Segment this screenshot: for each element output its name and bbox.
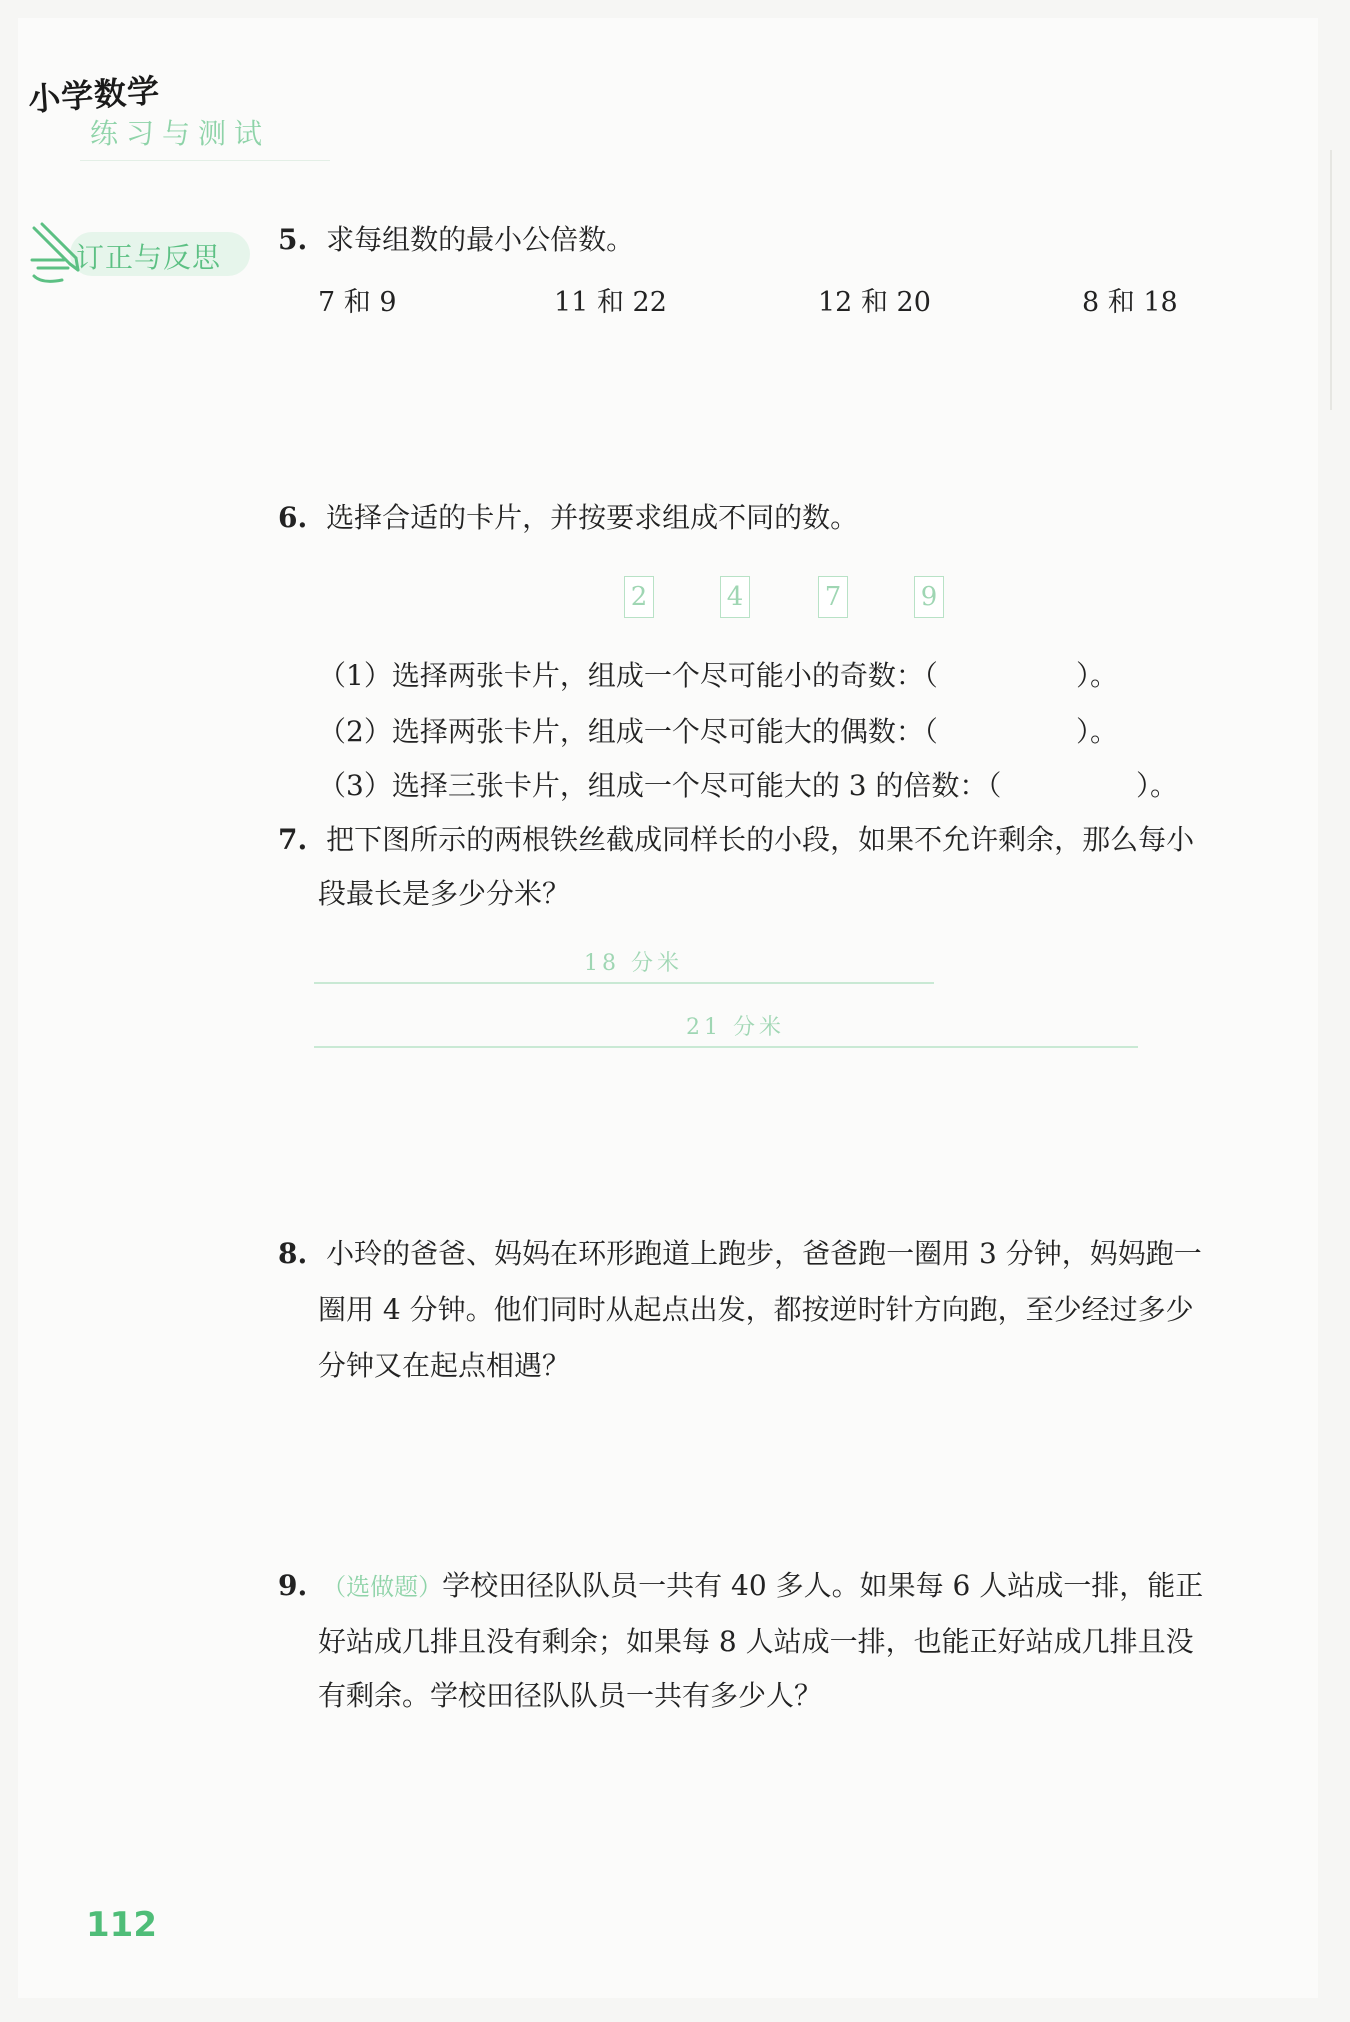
- page-number: 112: [86, 1905, 157, 1945]
- question-text: 小玲的爸爸、妈妈在环形跑道上跑步，爸爸跑一圈用 3 分钟，妈妈跑一: [326, 1237, 1202, 1270]
- question-8: [278, 1226, 1202, 1282]
- question-number: 7.: [278, 823, 308, 856]
- subquestion-2: [318, 704, 938, 760]
- wire-1-label: 18 分米: [584, 951, 683, 976]
- question-text: 把下图所示的两根铁丝截成同样长的小段，如果不允许剩余，那么每小: [326, 823, 1195, 856]
- optional-tag: （选做题）: [322, 1573, 443, 1601]
- question-7: [278, 812, 1194, 868]
- subquestion-text: （3）选择三张卡片，组成一个尽可能大的 3 的倍数：（: [318, 769, 1002, 802]
- subquestion-1: [318, 648, 938, 704]
- wire-1: [314, 982, 934, 984]
- pair-1: 7 和 9: [318, 287, 397, 318]
- question-8-line3: 分钟又在起点相遇？: [318, 1349, 571, 1382]
- pair-2: 11 和 22: [554, 287, 667, 318]
- card-4: 4: [720, 576, 750, 618]
- pair-3: 12 和 20: [818, 287, 931, 318]
- wire-2: [314, 1046, 1138, 1048]
- card-9: 9: [914, 576, 944, 618]
- question-number: 8.: [278, 1237, 308, 1270]
- subquestion-1-close: ）。: [1076, 659, 1119, 692]
- question-text: 求每组数的最小公倍数。: [326, 223, 635, 256]
- card-2: 2: [624, 576, 654, 618]
- question-7-line2: 段最长是多少分米？: [318, 877, 571, 910]
- subquestion-text: （1）选择两张卡片，组成一个尽可能小的奇数：（: [318, 659, 938, 692]
- question-9: [278, 1558, 1203, 1615]
- pair-4: 8 和 18: [1082, 287, 1178, 318]
- header-divider: [80, 160, 330, 161]
- subquestion-3: [318, 758, 1001, 814]
- subquestion-2-close: ）。: [1076, 715, 1119, 748]
- series-subtitle: 练习与测试: [90, 117, 271, 150]
- margin-badge: [28, 222, 228, 292]
- wire-2-label: 21 分米: [686, 1015, 785, 1040]
- card-7: 7: [818, 576, 848, 618]
- question-8-line2: 圈用 4 分钟。他们同时从起点出发，都按逆时针方向跑，至少经过多少: [318, 1293, 1194, 1326]
- question-9-line3: 有剩余。学校田径队队员一共有多少人？: [318, 1679, 823, 1712]
- question-number: 9.: [278, 1569, 308, 1602]
- question-text: 学校田径队队员一共有 40 多人。如果每 6 人站成一排，能正: [442, 1569, 1204, 1602]
- question-text: 选择合适的卡片，并按要求组成不同的数。: [326, 501, 859, 534]
- page-edge-line: [1330, 150, 1332, 410]
- question-5: [278, 212, 634, 268]
- question-6: [278, 490, 858, 546]
- number-pairs: [318, 280, 1218, 320]
- subquestion-3-close: ）。: [1136, 769, 1179, 802]
- question-number: 6.: [278, 501, 308, 534]
- subquestion-text: （2）选择两张卡片，组成一个尽可能大的偶数：（: [318, 715, 938, 748]
- question-9-line2: 好站成几排且没有剩余；如果每 8 人站成一排，也能正好站成几排且没: [318, 1625, 1194, 1658]
- badge-label: 订正与反思: [76, 241, 222, 274]
- series-title: 小学数学: [26, 71, 162, 119]
- question-number: 5.: [278, 223, 308, 256]
